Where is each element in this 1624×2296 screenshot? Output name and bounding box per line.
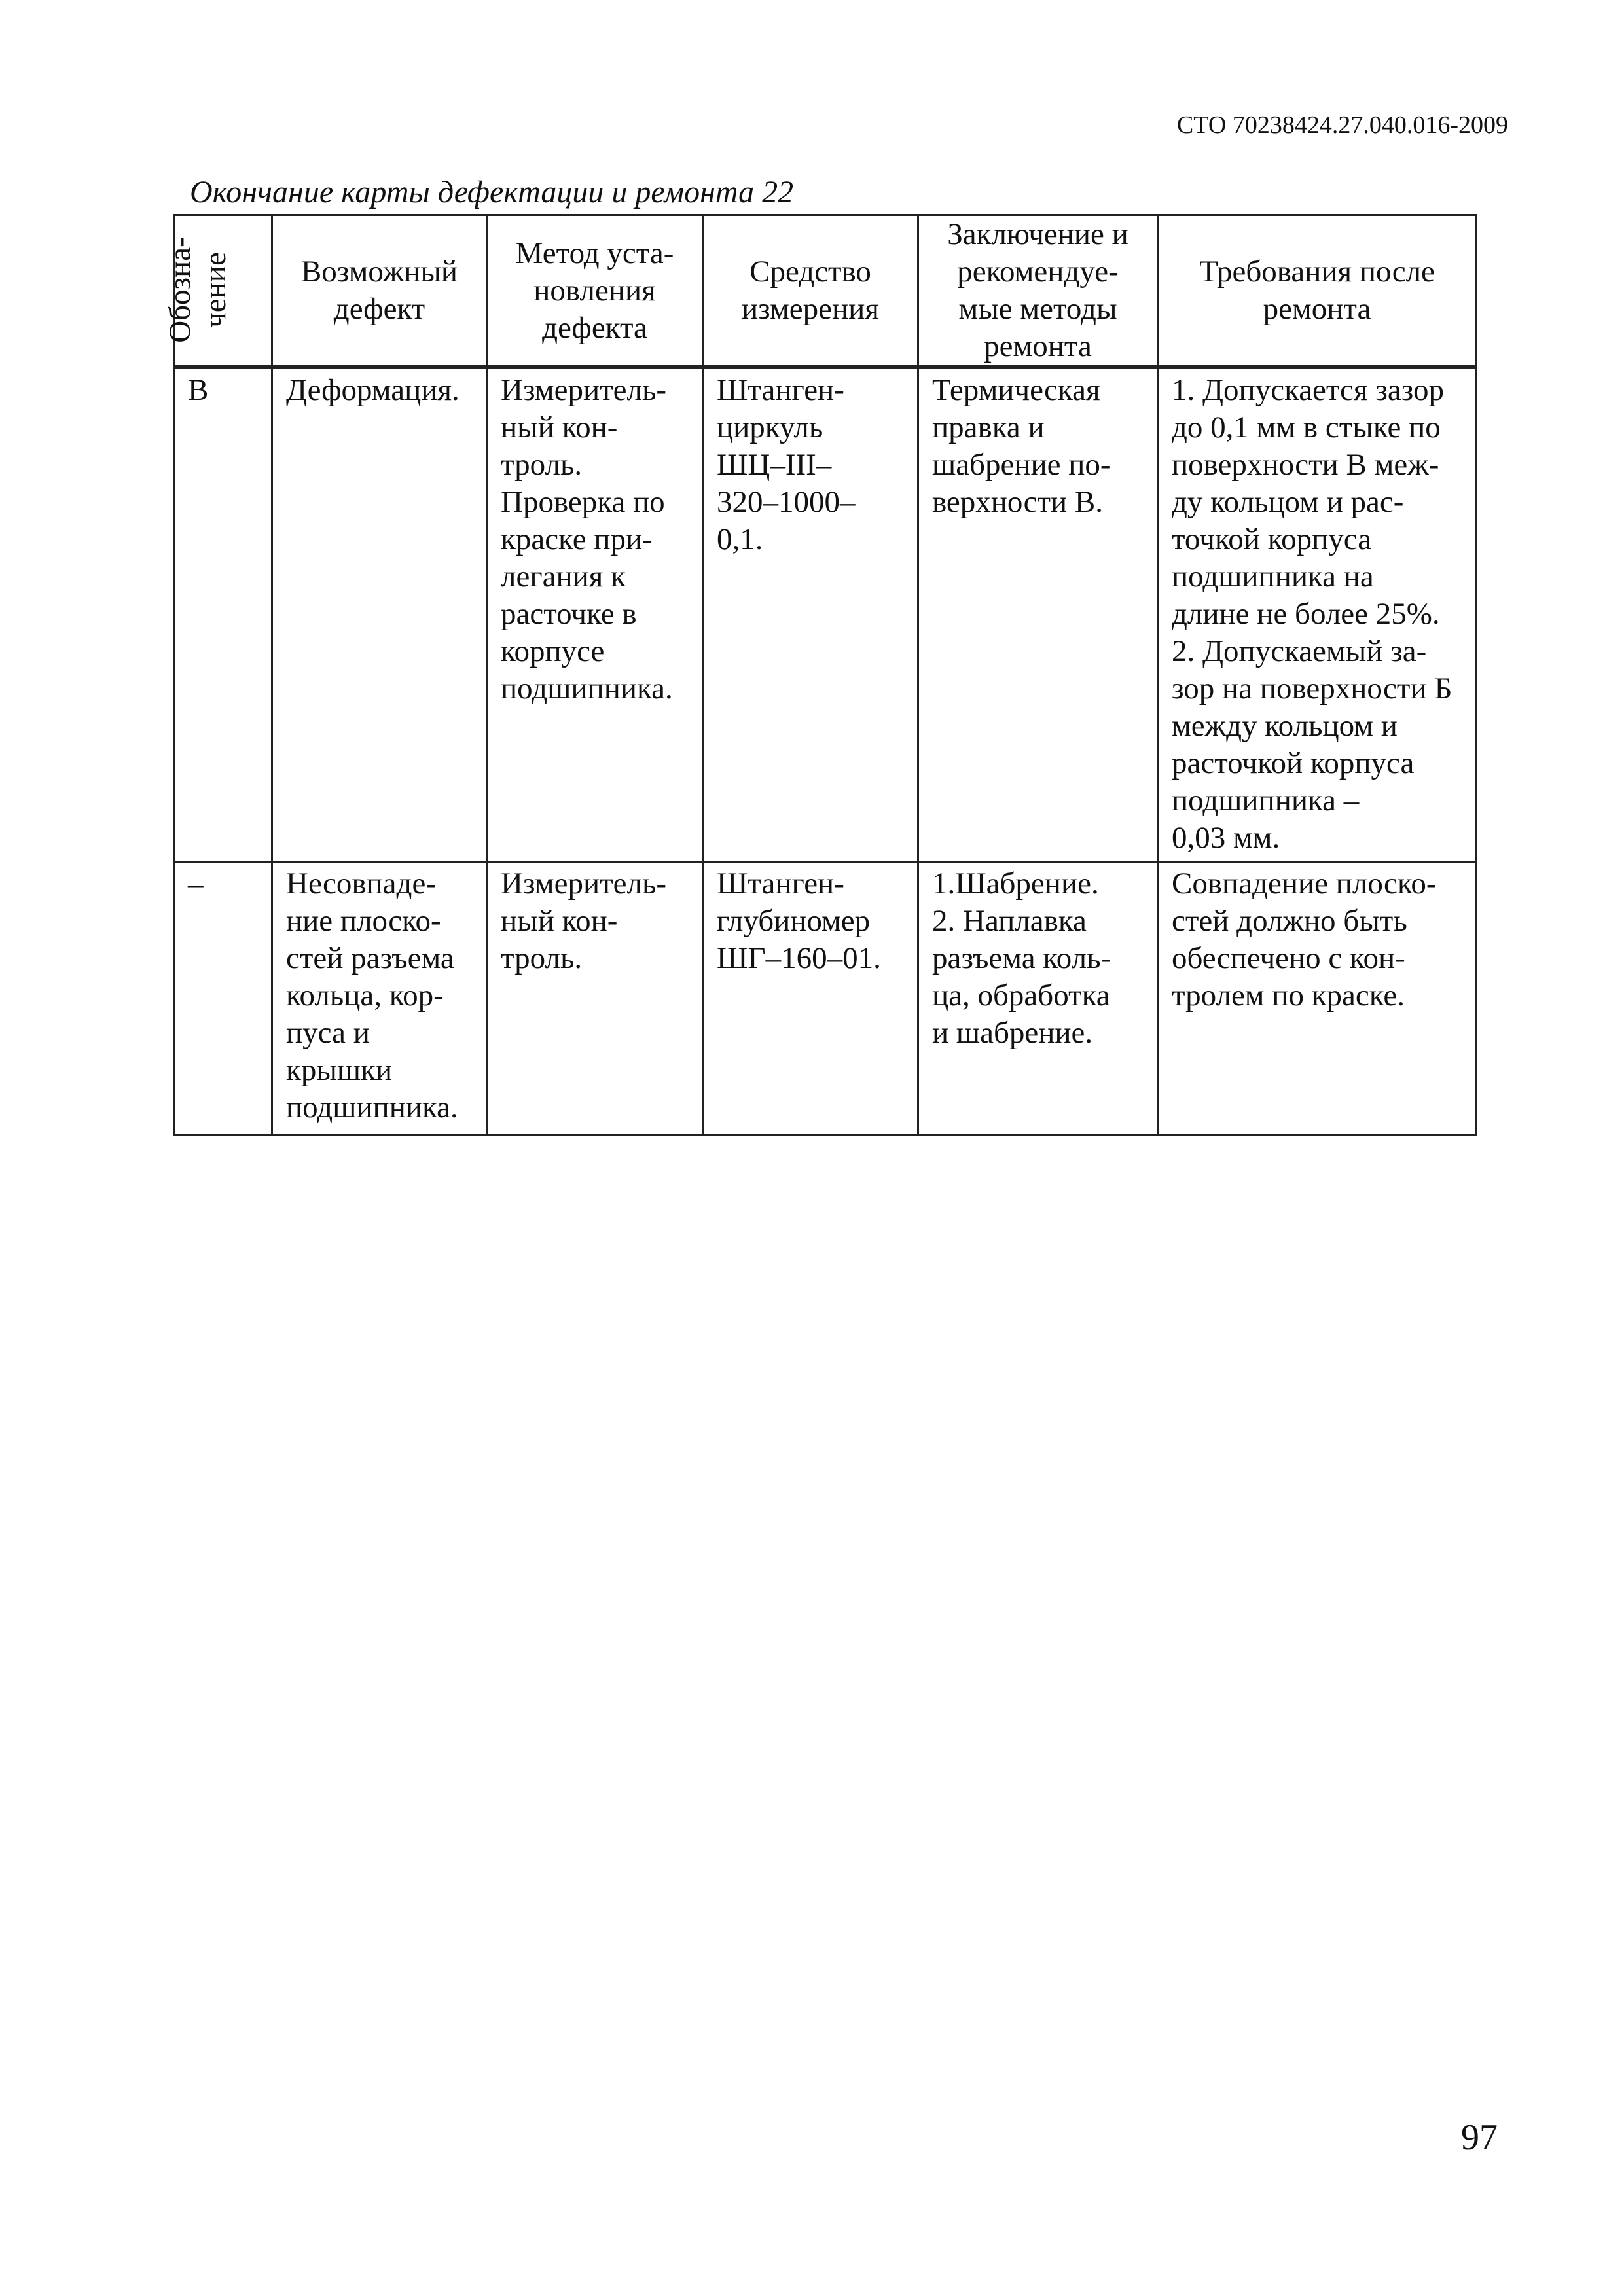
cell-line: корпусе <box>501 634 605 668</box>
cell-line: длине не более 25%. <box>1172 597 1440 631</box>
cell-line: ШЦ–III– <box>717 448 832 482</box>
column-header-designation <box>163 215 272 368</box>
cell-line: Измеритель- <box>501 867 667 901</box>
cell-line: 1.Шабрение. <box>932 867 1099 901</box>
cell-line: легания к <box>501 560 626 594</box>
cell-line: ние плоско- <box>286 904 441 938</box>
cell-line: шабрение по- <box>932 448 1111 482</box>
cell-line: подшипника. <box>286 1090 458 1124</box>
cell-line: 2. Наплавка <box>932 904 1087 938</box>
cell-line: стей должно быть <box>1172 904 1407 938</box>
cell-line: Измеритель- <box>501 373 667 407</box>
cell-line: подшипника на <box>1172 560 1374 594</box>
cell-line: троль. <box>501 941 583 975</box>
cell-line: циркуль <box>717 410 823 444</box>
table-cell-conclusion <box>918 862 1158 1136</box>
column-header-conclusion-methods: Заключение и рекомендуе- мые методы ремонта <box>918 215 1158 368</box>
cell-line: 320–1000– <box>717 485 856 519</box>
page-number: 97 <box>1461 2117 1498 2158</box>
cell-line: стей разъема <box>286 941 454 975</box>
table-cell-defect <box>272 367 487 862</box>
cell-line: Проверка по <box>501 485 665 519</box>
cell-line: Термическая <box>932 373 1100 407</box>
cell-line: и шабрение. <box>932 1016 1093 1050</box>
table-cell-designation <box>174 862 272 1136</box>
cell-line: тролем по краске. <box>1172 978 1405 1013</box>
cell-line: ду кольцом и рас- <box>1172 485 1404 519</box>
column-header-detection-method: Метод уста- новления дефекта <box>487 215 703 368</box>
cell-line: Штанген- <box>717 373 844 407</box>
table-cell-tool <box>703 367 918 862</box>
cell-line: правка и <box>932 410 1045 444</box>
cell-line: разъема коль- <box>932 941 1111 975</box>
cell-line: крышки <box>286 1053 393 1087</box>
column-header-measuring-tool: Средство измерения <box>703 215 918 368</box>
cell-line: обеспечено с кон- <box>1172 941 1405 975</box>
table-body <box>174 367 1477 1136</box>
table-caption: Окончание карты дефектации и ремонта 22 <box>190 175 794 209</box>
table-cell-designation <box>174 367 272 862</box>
cell-line: ШГ–160–01. <box>717 941 881 975</box>
cell-line: расточке в <box>501 597 637 631</box>
cell-line: до 0,1 мм в стыке по <box>1172 410 1441 444</box>
document-code: СТО 70238424.27.040.016-2009 <box>1176 111 1508 139</box>
cell-line: 0,03 мм. <box>1172 821 1280 855</box>
cell-line: подшипника – <box>1172 783 1360 817</box>
cell-line: пуса и <box>286 1016 370 1050</box>
cell-line: ный кон- <box>501 904 618 938</box>
table-cell-method <box>487 367 703 862</box>
table-cell-tool <box>703 862 918 1136</box>
cell-line: Несовпаде- <box>286 867 436 901</box>
table-cell-requirements <box>1158 367 1477 862</box>
cell-line: В <box>188 373 209 407</box>
cell-line: Деформация. <box>286 373 460 407</box>
cell-line: краске при- <box>501 522 653 556</box>
cell-line: – <box>188 867 204 901</box>
table-cell-conclusion <box>918 367 1158 862</box>
cell-line: подшипника. <box>501 672 673 706</box>
column-header-label: Обозна- чение <box>163 237 232 343</box>
cell-line: 0,1. <box>717 522 763 556</box>
cell-line: расточкой корпуса <box>1172 746 1415 780</box>
cell-line: кольца, кор- <box>286 978 444 1013</box>
table-header-row <box>174 215 1477 368</box>
table-row <box>174 862 1477 1136</box>
table-row <box>174 367 1477 862</box>
cell-line: 1. Допускается зазор <box>1172 373 1444 407</box>
cell-line: Совпадение плоско- <box>1172 867 1437 901</box>
column-header-requirements: Требования после ремонта <box>1158 215 1477 368</box>
column-header-possible-defect: Возможный дефект <box>272 215 487 368</box>
cell-line: глубиномер <box>717 904 871 938</box>
cell-line: 2. Допускаемый за- <box>1172 634 1427 668</box>
cell-line: зор на поверхности Б <box>1172 672 1453 706</box>
cell-line: поверхности В меж- <box>1172 448 1439 482</box>
table-cell-method <box>487 862 703 1136</box>
table-cell-requirements <box>1158 862 1477 1136</box>
cell-line: между кольцом и <box>1172 709 1398 743</box>
cell-line: Штанген- <box>717 867 844 901</box>
table-cell-defect <box>272 862 487 1136</box>
cell-line: точкой корпуса <box>1172 522 1372 556</box>
cell-line: верхности В. <box>932 485 1104 519</box>
cell-line: ца, обработка <box>932 978 1110 1013</box>
defect-repair-table <box>163 214 1477 1136</box>
cell-line: ный кон- <box>501 410 618 444</box>
cell-line: троль. <box>501 448 583 482</box>
